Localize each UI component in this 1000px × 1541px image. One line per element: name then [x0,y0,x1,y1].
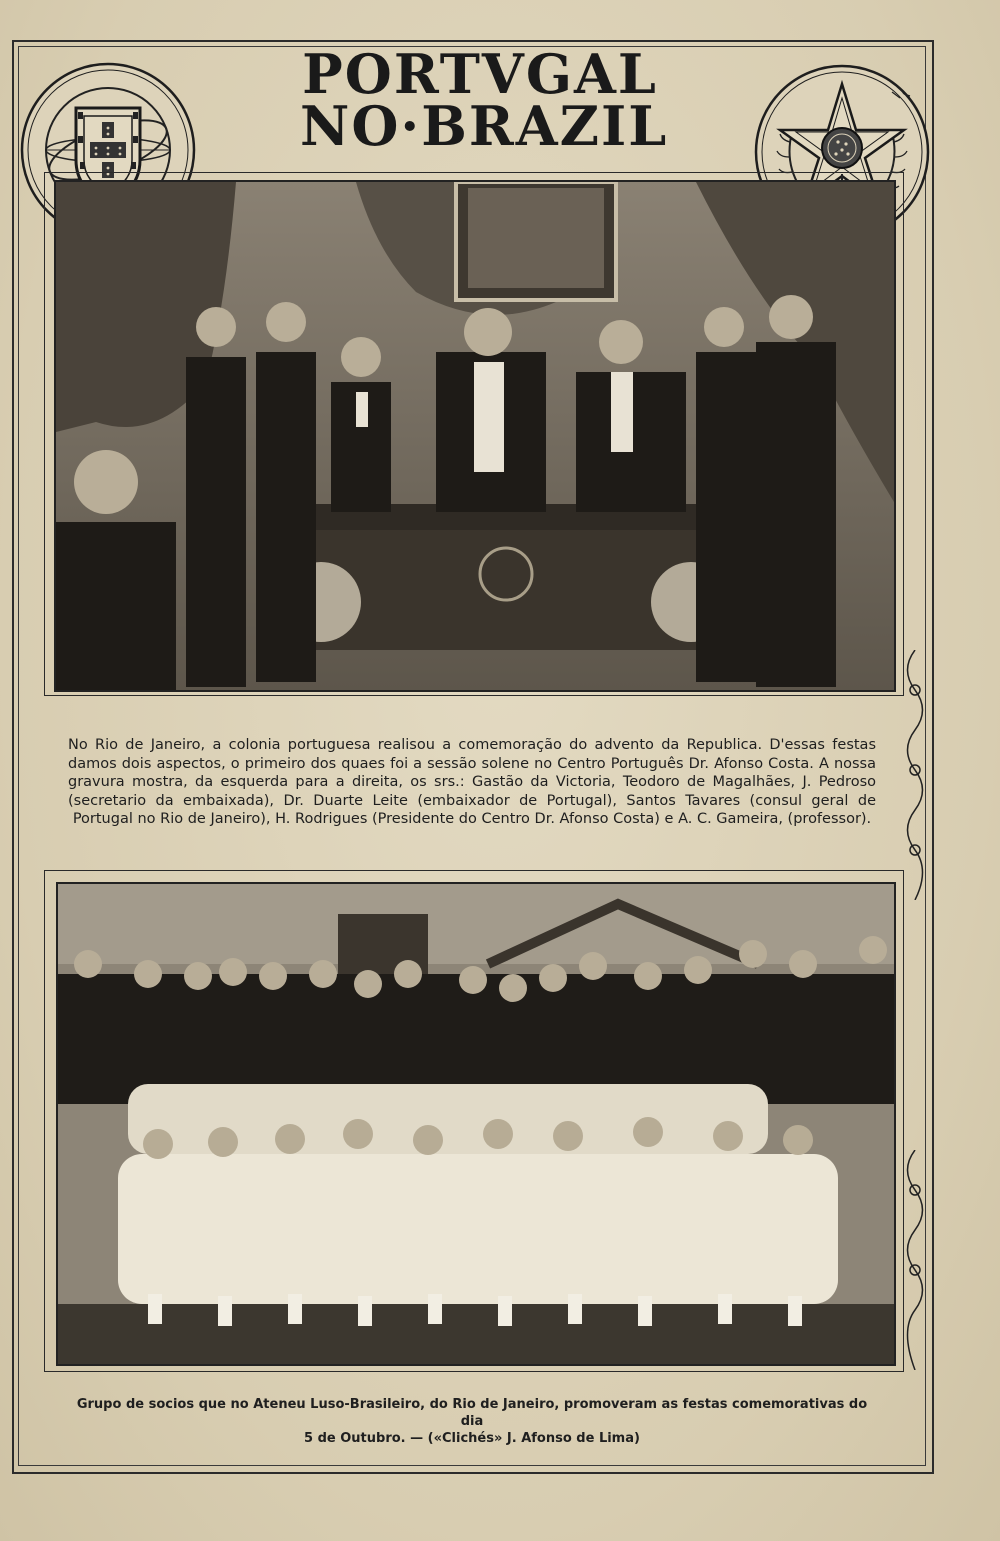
title-line-2: NO·BRAZIL [300,94,669,158]
bottom-caption-line-2: 5 de Outubro. — («Clichés» J. Afonso de Lima) [304,1431,640,1446]
page-title [300,42,669,158]
bottom-photo-caption [68,1396,876,1447]
title-line-1: PORTVGAL [302,42,658,106]
top-photo-caption: No Rio de Janeiro, a colonia portuguesa realisou a comemoração do advento da Republica. D'essas festas damos dois aspectos, o primeiro dos quaes foi a sessão solene no Centro Português Dr. Afonso Costa. A nossa gravura mostra, da esquerda para a direita, os srs.: Gastão da Victoria, Teodoro de Magalhães, J. Pedroso (secretario da embaixada), Dr. Duarte Leite (embaixador de Portugal), Santos Tavares (consul geral de Portugal no Rio de Janeiro), H. Rodrigues (Presidente do Centro Dr. Afonso Costa) e A. C. Gameira, (professor). [68,737,876,827]
ornamental-border-icon [898,650,932,900]
bottom-caption-line-1: Grupo de socios que no Ateneu Luso-Brasileiro, do Rio de Janeiro, promoveram as festas comemorativas do dia [76,1397,868,1429]
ceremony-at-centro-portugues-photo [54,180,896,692]
ateneu-luso-brasileiro-group-photo [56,882,896,1366]
